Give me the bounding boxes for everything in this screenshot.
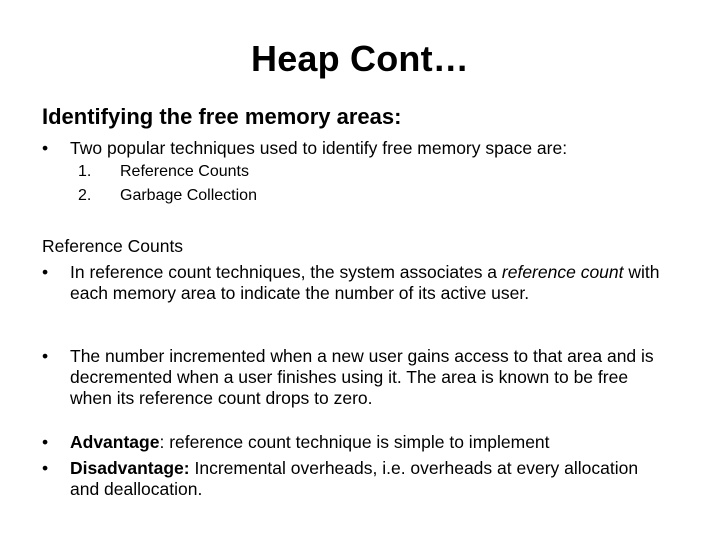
bullet-text <box>70 262 672 304</box>
bullet-text-part: : reference count technique is simple to implement <box>159 432 550 452</box>
numbered-item-label: Garbage Collection <box>120 187 257 204</box>
numbered-item-2 <box>78 184 257 208</box>
slide-title: Heap Cont… <box>251 38 469 79</box>
bullet-text <box>70 458 672 500</box>
numbered-item-number: 1. <box>78 163 92 180</box>
bullet-text-part: Incremental overheads, i.e. overheads at every allocation and deallocation. <box>70 458 639 499</box>
section-heading: Identifying the free memory areas: <box>42 104 402 129</box>
bullet-text-bold: Advantage <box>70 432 160 452</box>
bullet-text-bold: Disadvantage: <box>70 458 190 478</box>
bullet-text-italic: reference count <box>501 262 624 282</box>
bullet-dot: • <box>42 138 49 158</box>
reference-counts-heading: Reference Counts <box>42 236 184 256</box>
intro-bullet <box>42 138 672 159</box>
bullet-increment <box>42 346 672 409</box>
intro-bullet-text: Two popular techniques used to identify free memory space are: <box>70 138 568 158</box>
bullet-text-part: In reference count techniques, the system associates a <box>70 262 502 282</box>
bullet-dot: • <box>42 346 49 366</box>
bullet-text-part: with each memory area to indicate the number of its active user. <box>70 262 660 303</box>
bullet-dot: • <box>42 262 49 282</box>
bullet-text: The number incremented when a new user gains access to that area and is decremented when a user finishes using it. The area is known to be free when its reference count drops to zero. <box>70 346 654 408</box>
bullet-reference-count <box>42 262 672 304</box>
bullet-advantage <box>42 432 672 453</box>
numbered-item-1 <box>78 160 249 184</box>
numbered-item-number: 2. <box>78 187 92 204</box>
bullet-dot: • <box>42 458 49 478</box>
numbered-item-label: Reference Counts <box>120 163 249 180</box>
bullet-text <box>70 432 672 453</box>
bullet-dot: • <box>42 432 49 452</box>
bullet-disadvantage <box>42 458 672 500</box>
